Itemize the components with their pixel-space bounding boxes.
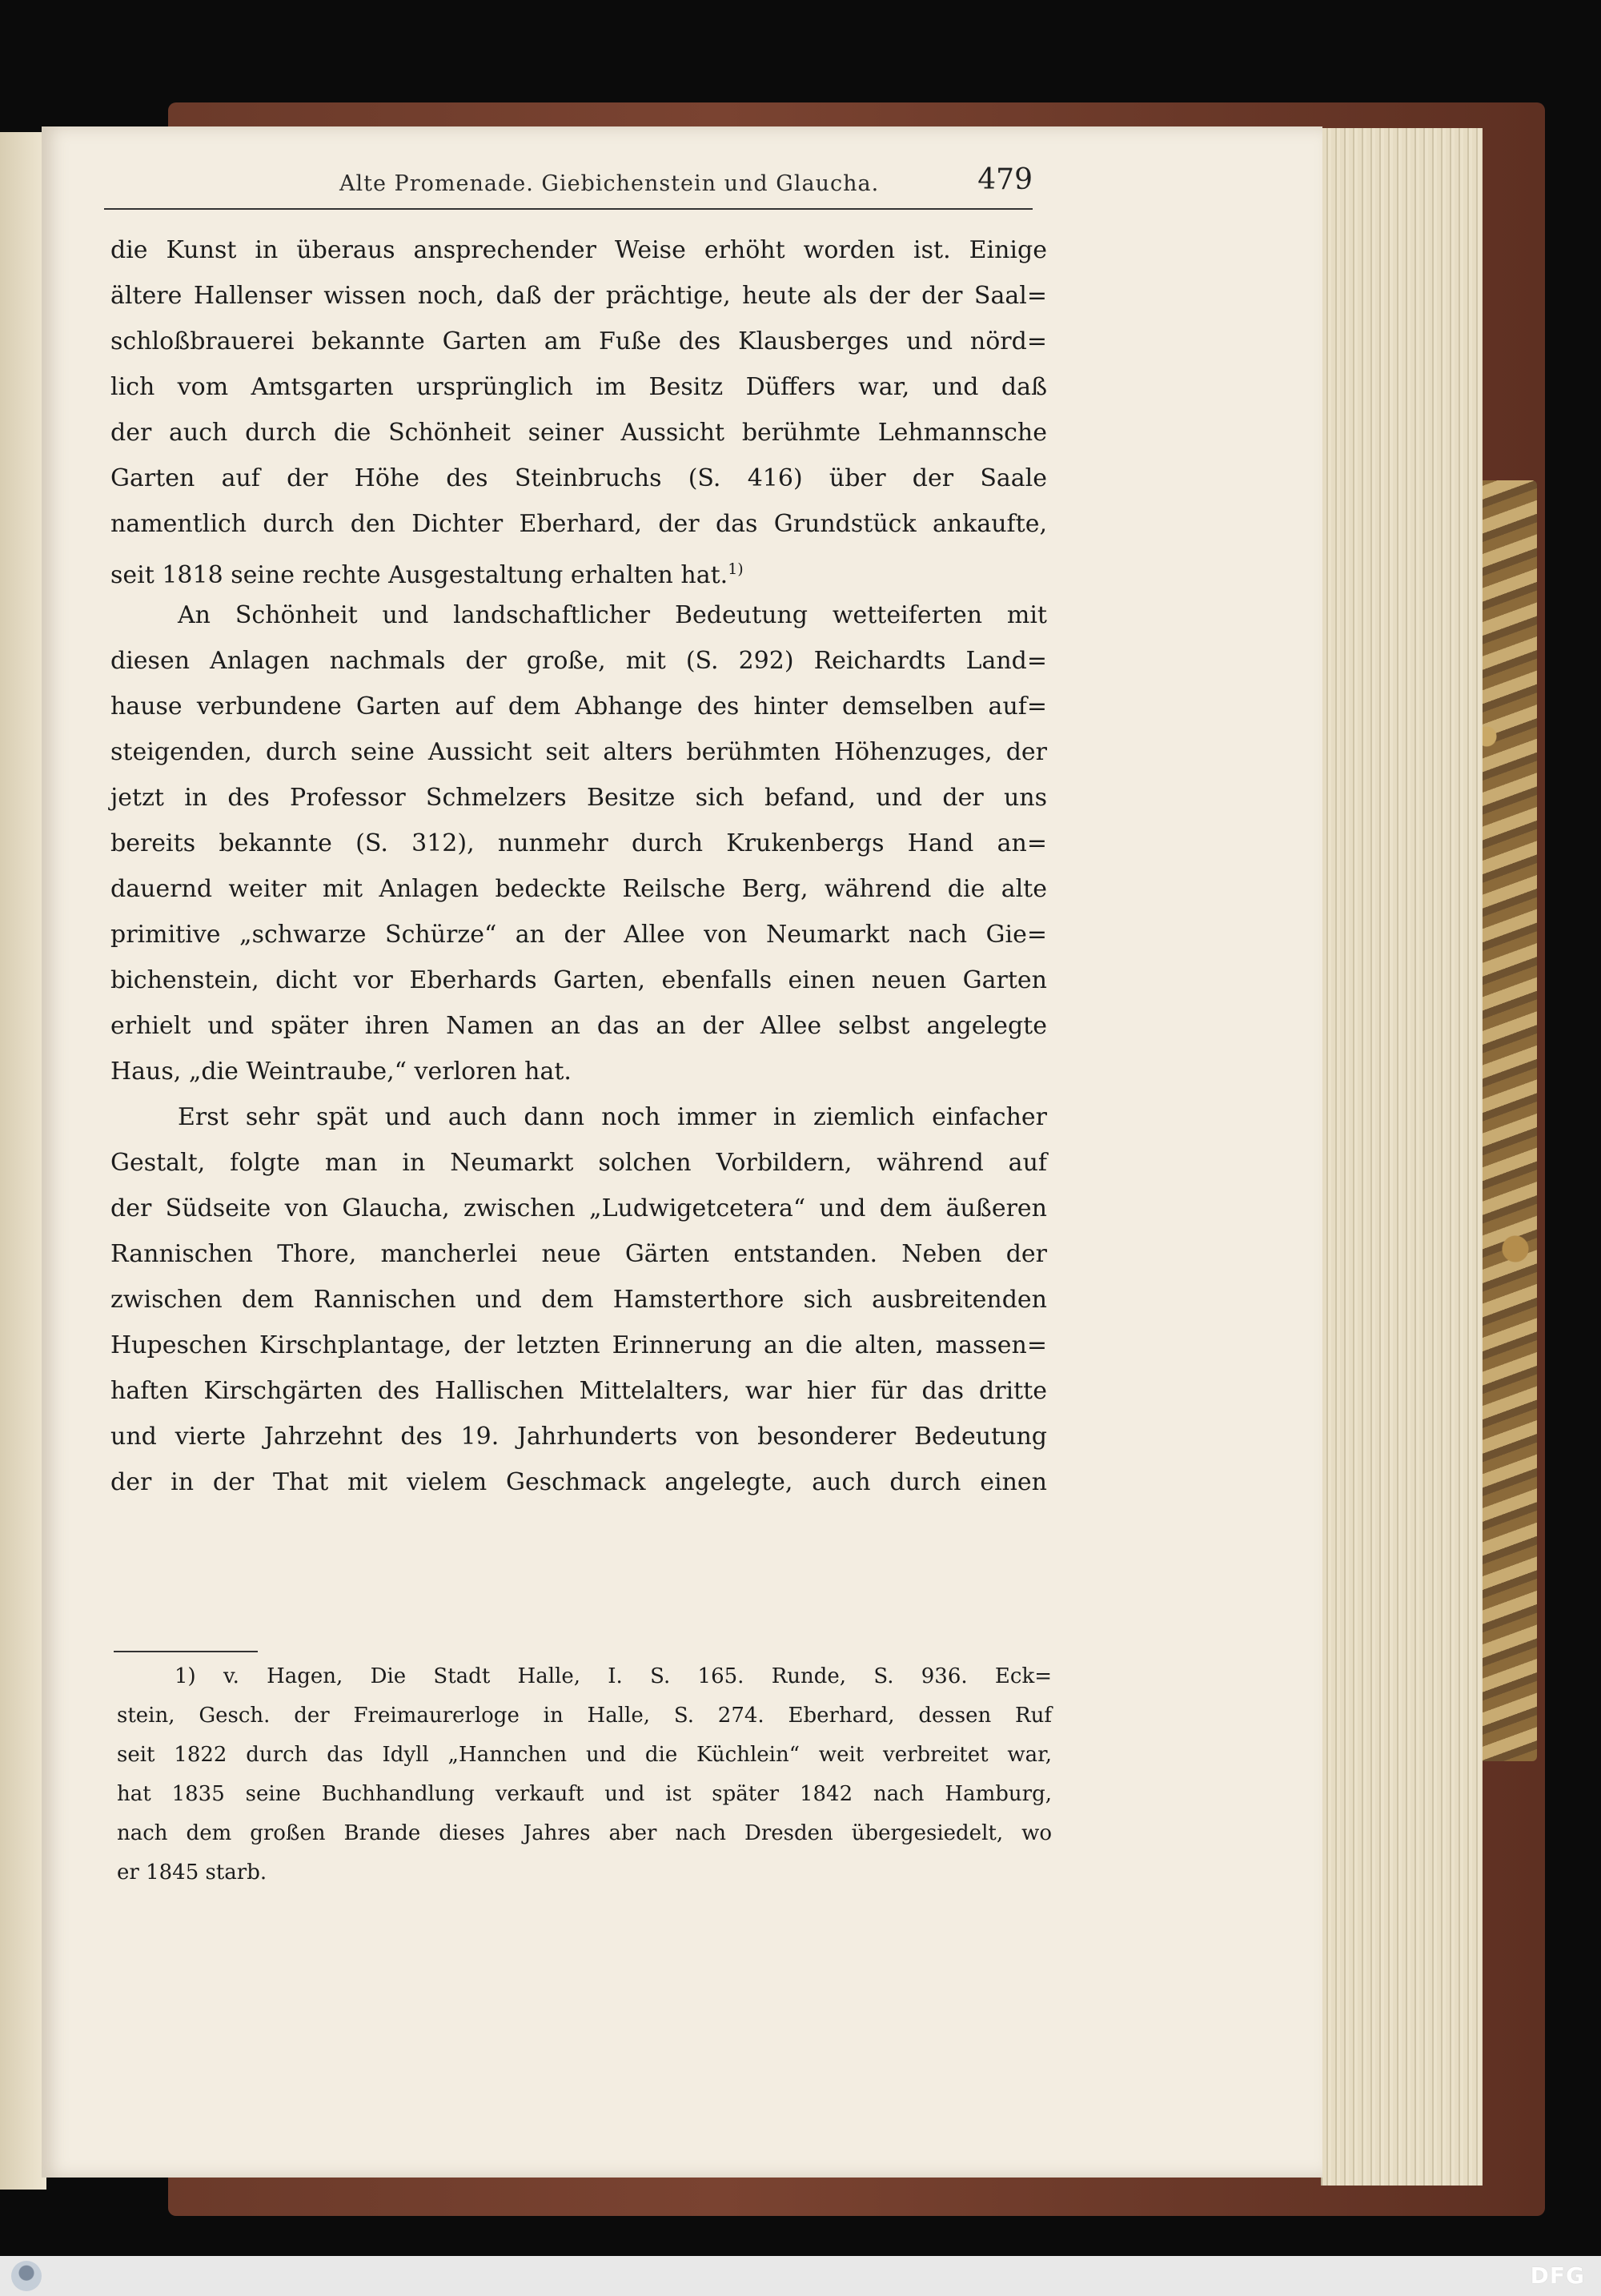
library-seal-icon [11, 2261, 42, 2291]
running-title: Alte Promenade. Giebichenstein und Glaucha. [339, 171, 880, 196]
text-line: die Kunst in überaus ansprechender Weise erhöht worden ist. Einige [110, 236, 1047, 264]
body-text [110, 227, 1047, 1505]
footnote-divider [114, 1651, 258, 1652]
text-line: bereits bekannte (S. 312), nunmehr durch Krukenbergs Hand an= [110, 829, 1047, 857]
text-line [110, 547, 1047, 592]
footnote-line: stein, Gesch. der Freimaurerloge in Halle, S. 274. Eberhard, dessen Ruf [117, 1704, 1052, 1728]
footnote-line: er 1845 starb. [117, 1860, 267, 1885]
text-line: und vierte Jahrzehnt des 19. Jahrhunderts von besonderer Bedeutung [110, 1423, 1047, 1451]
text-line: hause verbundene Garten auf dem Abhange des hinter demselben auf= [110, 692, 1047, 721]
text-line: bichenstein, dicht vor Eberhards Garten, ebenfalls einen neuen Garten [110, 966, 1047, 994]
text-line: der Südseite von Glaucha, zwischen „Ludwigetcetera“ und dem äußeren [110, 1194, 1047, 1222]
text-line: Haus, „die Weintraube,“ verloren hat. [110, 1058, 572, 1086]
dfg-logo: DFG [1530, 2262, 1585, 2289]
page-number: 479 [977, 163, 1033, 196]
text-line: erhielt und später ihren Namen an das an der Allee selbst angelegte [110, 1012, 1047, 1040]
text-line: diesen Anlagen nachmals der große, mit (S. 292) Reichardts Land= [110, 647, 1047, 675]
text-line: ältere Hallenser wissen noch, daß der prächtige, heute als der der Saal= [110, 282, 1047, 310]
left-page-edge [0, 132, 46, 2190]
text-line: Rannischen Thore, mancherlei neue Gärten entstanden. Neben der [110, 1240, 1047, 1268]
running-head [104, 163, 1033, 210]
footnotes [117, 1657, 1052, 1893]
footnote-line: 1) v. Hagen, Die Stadt Halle, I. S. 165. Runde, S. 936. Eck= [175, 1664, 1052, 1688]
text-line: Erst sehr spät und auch dann noch immer in ziemlich einfacher [178, 1103, 1047, 1131]
text-line: Hupeschen Kirschplantage, der letzten Erinnerung an die alten, massen= [110, 1331, 1047, 1359]
text-line: Gestalt, folgte man in Neumarkt solchen Vorbildern, während auf [110, 1149, 1047, 1177]
text-line: haften Kirschgärten des Hallischen Mittelalters, war hier für das dritte [110, 1377, 1047, 1405]
text-line: lich vom Amtsgarten ursprünglich im Besitz Düffers war, und daß [110, 373, 1047, 401]
text-line-content: seit 1818 seine rechte Ausgestaltung erhalten hat. [110, 561, 728, 589]
text-line: primitive „schwarze Schürze“ an der Allee von Neumarkt nach Gie= [110, 921, 1047, 949]
text-line: der auch durch die Schönheit seiner Aussicht berühmte Lehmannsche [110, 419, 1047, 447]
text-line: An Schönheit und landschaftlicher Bedeutung wetteiferten mit [178, 601, 1047, 629]
footnote-line: hat 1835 seine Buchhandlung verkauft und ist später 1842 nach Hamburg, [117, 1782, 1052, 1806]
page-edges [1321, 128, 1483, 2186]
text-line: schloßbrauerei bekannte Garten am Fuße des Klausberges und nörd= [110, 327, 1047, 355]
text-line: Garten auf der Höhe des Steinbruchs (S. 416) über der Saale [110, 464, 1047, 492]
footnote-reference: 1) [728, 560, 744, 578]
text-line: namentlich durch den Dichter Eberhard, der das Grundstück ankaufte, [110, 510, 1047, 538]
text-line: zwischen dem Rannischen und dem Hamsterthore sich ausbreitenden [110, 1286, 1047, 1314]
text-line: jetzt in des Professor Schmelzers Besitze sich befand, und der uns [110, 784, 1047, 812]
text-line: der in der That mit vielem Geschmack angelegte, auch durch einen [110, 1468, 1047, 1496]
footnote-line: nach dem großen Brande dieses Jahres aber nach Dresden übergesiedelt, wo [117, 1821, 1052, 1845]
text-line: steigenden, durch seine Aussicht seit alters berühmten Höhenzuges, der [110, 738, 1047, 766]
viewer-footer-bar [0, 2256, 1601, 2296]
text-line: dauernd weiter mit Anlagen bedeckte Reilsche Berg, während die alte [110, 875, 1047, 903]
footnote-line: seit 1822 durch das Idyll „Hannchen und die Küchlein“ weit verbreitet war, [117, 1743, 1052, 1767]
